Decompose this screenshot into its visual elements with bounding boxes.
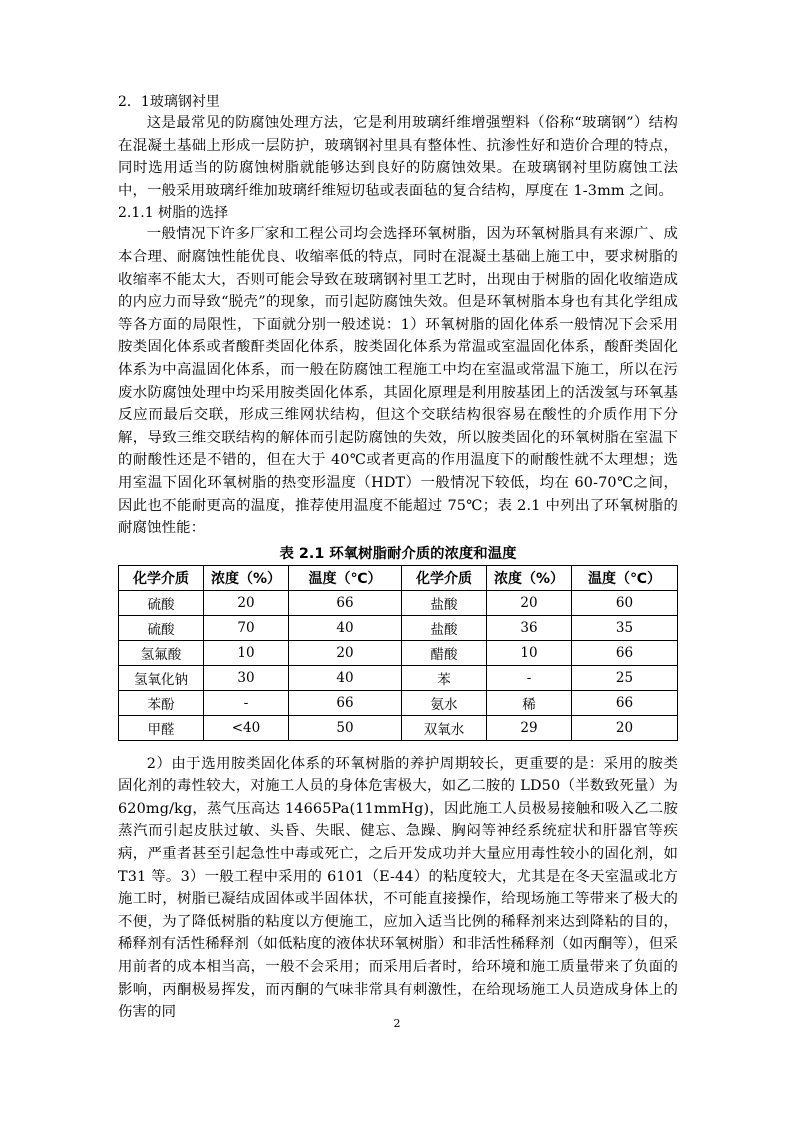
table-cell: 10 [487,640,572,665]
table-cell: 35 [572,615,678,640]
table-cell: 苯 [402,665,487,690]
table-cell: 66 [572,640,678,665]
paragraph-resin-selection: 一般情况下许多厂家和工程公司均会选择环氧树脂，因为环氧树脂具有来源广、成本合理、耐腐蚀性能优良、收缩率低的特点，同时在混凝土基础上施工中，要求树脂的收缩率不能太大，否则可能会导致在玻璃钢衬里工艺时，出现由于树脂的固化收缩造成的内应力而导致“脱壳”的现象，而引起防腐蚀失效。但是环氧树脂本身也有其化学组成等各方面的局限性，下面就分别一般述说：1）环氧树脂的固化体系一般情况下会采用胺类固化体系或者酸酐类固化体系，胺类固化体系为常温或室温固化体系，酸酐类固化体系为中高温固化体系，而一般在防腐蚀工程施工中均在室温或常温下施工，所以在污废水防腐蚀处理中均采用胺类固化体系，其固化原理是利用胺基团上的活泼氢与环氧基反应而最后交联，形成三维网状结构，但这个交联结构很容易在酸性的介质作用下分解，导致三维交联结构的解体而引起防腐蚀的失效，所以胺类固化的环氧树脂在室温下的耐酸性还是不错的，但在大于 40℃或者更高的作用温度下的耐酸性就不太理想；选用室温下固化环氧树脂的热变形温度（HDT）一般情况下较低，均在 60-70℃之间，因此也不能耐更高的温度，推荐使用温度不能超过 75℃；表 2.1 中列出了环氧树脂的耐腐蚀性能： [118,226,678,537]
header-medium: 化学介质 [402,565,487,590]
table-cell: 醋酸 [402,640,487,665]
table-cell: 盐酸 [402,590,487,615]
header-concentration: 浓度（%） [204,565,289,590]
table-cell: 66 [572,690,678,715]
table-row [119,665,678,690]
table-row [119,690,678,715]
paragraph-curing-agent: 2）由于选用胺类固化体系的环氧树脂的养护周期较长，更重要的是：采用的胺类固化剂的毒性较大，对施工人员的身体危害极大，如乙二胺的 LD50（半数致死量）为 620mg/kg，蒸气压高达 14665Pa(11mmHg)，因此施工人员极易接触和吸入乙二胺蒸汽而引起皮肤过敏、头昏、失眠、健忘、急躁、胸闷等神经系统症状和肝器官等疾病，严重者甚至引起急性中毒或死亡，之后开发成功并大量应用毒性较小的固化剂，如 T31 等。3）一般工程中采用的 6101（E-44）的粘度较大，尤其是在冬天室温或北方施工时，树脂已凝结成固体或半固体状，不可能直接操作，给现场施工等带来了极大的不便，为了降低树脂的粘度以方便施工，应加入适当比例的稀释剂来达到降粘的目的，稀释剂有活性稀释剂（如低粘度的液体状环氧树脂）和非活性稀释剂（如丙酮等），但采用前者的成本相当高，一般不会采用；而采用后者时，给环境和施工质量带来了负面的影响，丙酮极易挥发，而丙酮的气味非常具有刺激性，在给现场施工人员造成身体上的伤害的同 [118,755,678,1021]
table-cell: 25 [572,665,678,690]
table-cell: 氢氟酸 [119,640,204,665]
table-cell: 氨水 [402,690,487,715]
table-cell: 20 [289,640,402,665]
table-cell: 66 [289,590,402,615]
table-cell: 硫酸 [119,615,204,640]
paragraph-intro: 这是最常见的防腐蚀处理方法，它是利用玻璃纤维增强塑料（俗称“玻璃钢”）结构在混凝土基础上形成一层防护，玻璃钢衬里具有整体性、抗渗性好和造价合理的特点，同时选用适当的防腐蚀树脂就能够达到良好的防腐蚀效果。在玻璃钢衬里防腐蚀工法中，一般采用玻璃纤维加玻璃纤维短切毡或表面毡的复合结构，厚度在 1-3mm 之间。 [118,115,678,199]
table-cell: 20 [204,590,289,615]
table-cell: 20 [572,715,678,740]
header-concentration: 浓度（%） [487,565,572,590]
table-caption: 表 2.1 环氧树脂耐介质的浓度和温度 [279,545,517,562]
table-cell: 66 [289,690,402,715]
table-cell: 40 [289,615,402,640]
table-cell: 稀 [487,690,572,715]
table-cell: - [487,665,572,690]
header-temperature: 温度（℃） [289,565,402,590]
document-body [118,93,678,1024]
table-cell: 氢氧化钠 [119,665,204,690]
section-heading: 2．1玻璃钢衬里 [118,94,220,110]
table-cell: 双氧水 [402,715,487,740]
table-cell: 40 [289,665,402,690]
table-cell: 60 [572,590,678,615]
table-cell: 10 [204,640,289,665]
table-cell: 硫酸 [119,590,204,615]
table-cell: 70 [204,615,289,640]
table-row [119,715,678,740]
subsection-heading: 2.1.1 树脂的选择 [118,205,229,222]
table-row [119,590,678,615]
table-cell: 苯酚 [119,690,204,715]
table-row [119,615,678,640]
table-header-row [119,565,678,590]
table-cell: <40 [204,715,289,740]
table-cell: 20 [487,590,572,615]
page-number: 2 [393,1017,401,1030]
table-cell: 盐酸 [402,615,487,640]
header-temperature: 温度（℃） [572,565,678,590]
resistance-table [118,565,678,741]
table-row [119,640,678,665]
table-cell: 29 [487,715,572,740]
table-cell: 36 [487,615,572,640]
table-cell: 甲醛 [119,715,204,740]
table-cell: 30 [204,665,289,690]
table-cell: 50 [289,715,402,740]
table-cell: - [204,690,289,715]
header-medium: 化学介质 [119,565,204,590]
